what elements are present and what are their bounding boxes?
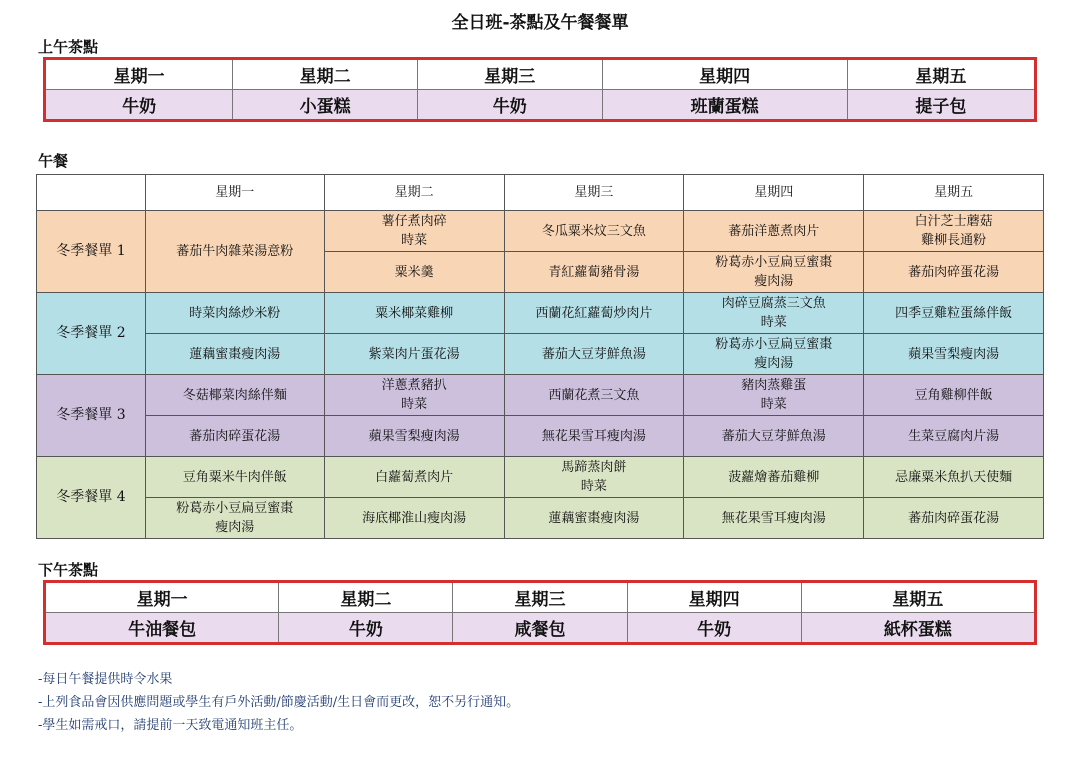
lunch-dish-cell: 豬肉蒸雞蛋 時菜	[684, 375, 864, 416]
lunch-dish-cell: 蕃茄大豆芽鮮魚湯	[684, 416, 864, 457]
afternoon-day: 星期二	[279, 582, 453, 613]
note-line: -上列食品會因供應問題或學生有戶外活動/節慶活動/生日會而更改，恕不另行通知。	[38, 695, 520, 710]
lunch-row	[37, 293, 1044, 334]
lunch-dish-cell: 白蘿蔔煮肉片	[324, 457, 504, 498]
lunch-row	[37, 375, 1044, 416]
lunch-dish-cell: 生菜豆腐肉片湯	[864, 416, 1044, 457]
lunch-dish-cell: 粉葛赤小豆扁豆蜜棗 瘦肉湯	[145, 498, 324, 539]
lunch-dish-cell: 青紅蘿蔔豬骨湯	[504, 252, 684, 293]
lunch-dish-cell: 無花果雪耳瘦肉湯	[684, 498, 864, 539]
lunch-dish-cell: 紫菜肉片蛋花湯	[324, 334, 504, 375]
lunch-dish-cell: 粉葛赤小豆扁豆蜜棗 瘦肉湯	[684, 252, 864, 293]
lunch-dish-cell: 蕃茄牛肉雜菜湯意粉	[145, 211, 324, 293]
lunch-day-header: 星期五	[864, 175, 1044, 211]
afternoon-snack-table	[43, 580, 1037, 645]
lunch-label: 午餐	[38, 152, 69, 170]
morning-day: 星期三	[417, 59, 602, 90]
lunch-dish-cell: 冬瓜粟米炆三文魚	[504, 211, 684, 252]
lunch-dish-cell: 粉葛赤小豆扁豆蜜棗 瘦肉湯	[684, 334, 864, 375]
afternoon-snack-item: 牛油餐包	[45, 613, 279, 644]
lunch-dish-cell: 海底椰淮山瘦肉湯	[324, 498, 504, 539]
afternoon-snack-item: 牛奶	[279, 613, 453, 644]
afternoon-snack-item: 紙杯蛋糕	[801, 613, 1035, 644]
afternoon-snack-label: 下午茶點	[38, 561, 99, 579]
morning-day: 星期五	[847, 59, 1035, 90]
lunch-dish-cell: 蕃茄肉碎蛋花湯	[145, 416, 324, 457]
lunch-table	[36, 174, 1044, 539]
morning-snack-item: 牛奶	[45, 90, 233, 121]
page-title: 全日班-茶點及午餐餐單	[451, 13, 629, 33]
morning-day: 星期二	[233, 59, 418, 90]
morning-snack-table	[43, 57, 1037, 122]
afternoon-snack-item: 牛奶	[627, 613, 801, 644]
lunch-dish-cell: 四季豆雞粒蛋絲伴飯	[864, 293, 1044, 334]
morning-snack-label: 上午茶點	[38, 38, 99, 56]
lunch-dish-cell: 蕃茄洋蔥煮肉片	[684, 211, 864, 252]
lunch-dish-cell: 薯仔煮肉碎 時菜	[324, 211, 504, 252]
lunch-dish-cell: 豆角粟米牛肉伴飯	[145, 457, 324, 498]
lunch-dish-cell: 洋蔥煮豬扒 時菜	[324, 375, 504, 416]
menu-group-name: 冬季餐單 1	[37, 211, 146, 293]
lunch-dish-cell: 肉碎豆腐蒸三文魚 時菜	[684, 293, 864, 334]
menu-group-name: 冬季餐單 2	[37, 293, 146, 375]
lunch-row	[37, 457, 1044, 498]
note-line: -每日午餐提供時令水果	[38, 672, 173, 687]
lunch-day-header: 星期三	[504, 175, 684, 211]
lunch-dish-cell: 蕃茄大豆芽鮮魚湯	[504, 334, 684, 375]
lunch-row	[37, 498, 1044, 539]
lunch-day-header: 星期二	[324, 175, 504, 211]
lunch-dish-cell: 馬蹄蒸肉餅 時菜	[504, 457, 684, 498]
lunch-dish-cell: 時菜肉絲炒米粉	[145, 293, 324, 334]
lunch-dish-cell: 粟米椰菜雞柳	[324, 293, 504, 334]
lunch-dish-cell: 蕃茄肉碎蛋花湯	[864, 498, 1044, 539]
lunch-dish-cell: 蘋果雪梨瘦肉湯	[864, 334, 1044, 375]
lunch-dish-cell: 白汁芝士蘑菇 雞柳長通粉	[864, 211, 1044, 252]
lunch-row	[37, 416, 1044, 457]
lunch-dish-cell: 忌廉粟米魚扒天使麵	[864, 457, 1044, 498]
menu-group-name: 冬季餐單 4	[37, 457, 146, 539]
lunch-dish-cell: 蓮藕蜜棗瘦肉湯	[145, 334, 324, 375]
afternoon-day: 星期四	[627, 582, 801, 613]
lunch-dish-cell: 蕃茄肉碎蛋花湯	[864, 252, 1044, 293]
lunch-day-header: 星期一	[145, 175, 324, 211]
lunch-dish-cell: 豆角雞柳伴飯	[864, 375, 1044, 416]
lunch-corner-cell	[37, 175, 146, 211]
notes	[38, 668, 519, 737]
lunch-day-header: 星期四	[684, 175, 864, 211]
morning-day: 星期四	[602, 59, 847, 90]
note-line: -學生如需戒口，請提前一天致電通知班主任。	[38, 718, 303, 733]
lunch-row	[37, 211, 1044, 252]
afternoon-day: 星期三	[453, 582, 627, 613]
afternoon-day: 星期五	[801, 582, 1035, 613]
lunch-dish-cell: 西蘭花紅蘿蔔炒肉片	[504, 293, 684, 334]
menu-group-name: 冬季餐單 3	[37, 375, 146, 457]
lunch-dish-cell: 西蘭花煮三文魚	[504, 375, 684, 416]
afternoon-snack-item: 咸餐包	[453, 613, 627, 644]
morning-day: 星期一	[45, 59, 233, 90]
lunch-dish-cell: 冬菇椰菜肉絲伴麵	[145, 375, 324, 416]
lunch-dish-cell: 菠蘿燴蕃茄雞柳	[684, 457, 864, 498]
morning-snack-item: 牛奶	[417, 90, 602, 121]
lunch-dish-cell: 蘋果雪梨瘦肉湯	[324, 416, 504, 457]
lunch-dish-cell: 無花果雪耳瘦肉湯	[504, 416, 684, 457]
morning-snack-item: 班蘭蛋糕	[602, 90, 847, 121]
lunch-row	[37, 334, 1044, 375]
afternoon-day: 星期一	[45, 582, 279, 613]
lunch-dish-cell: 蓮藕蜜棗瘦肉湯	[504, 498, 684, 539]
morning-snack-item: 小蛋糕	[233, 90, 418, 121]
morning-snack-item: 提子包	[847, 90, 1035, 121]
lunch-dish-cell: 粟米羹	[324, 252, 504, 293]
